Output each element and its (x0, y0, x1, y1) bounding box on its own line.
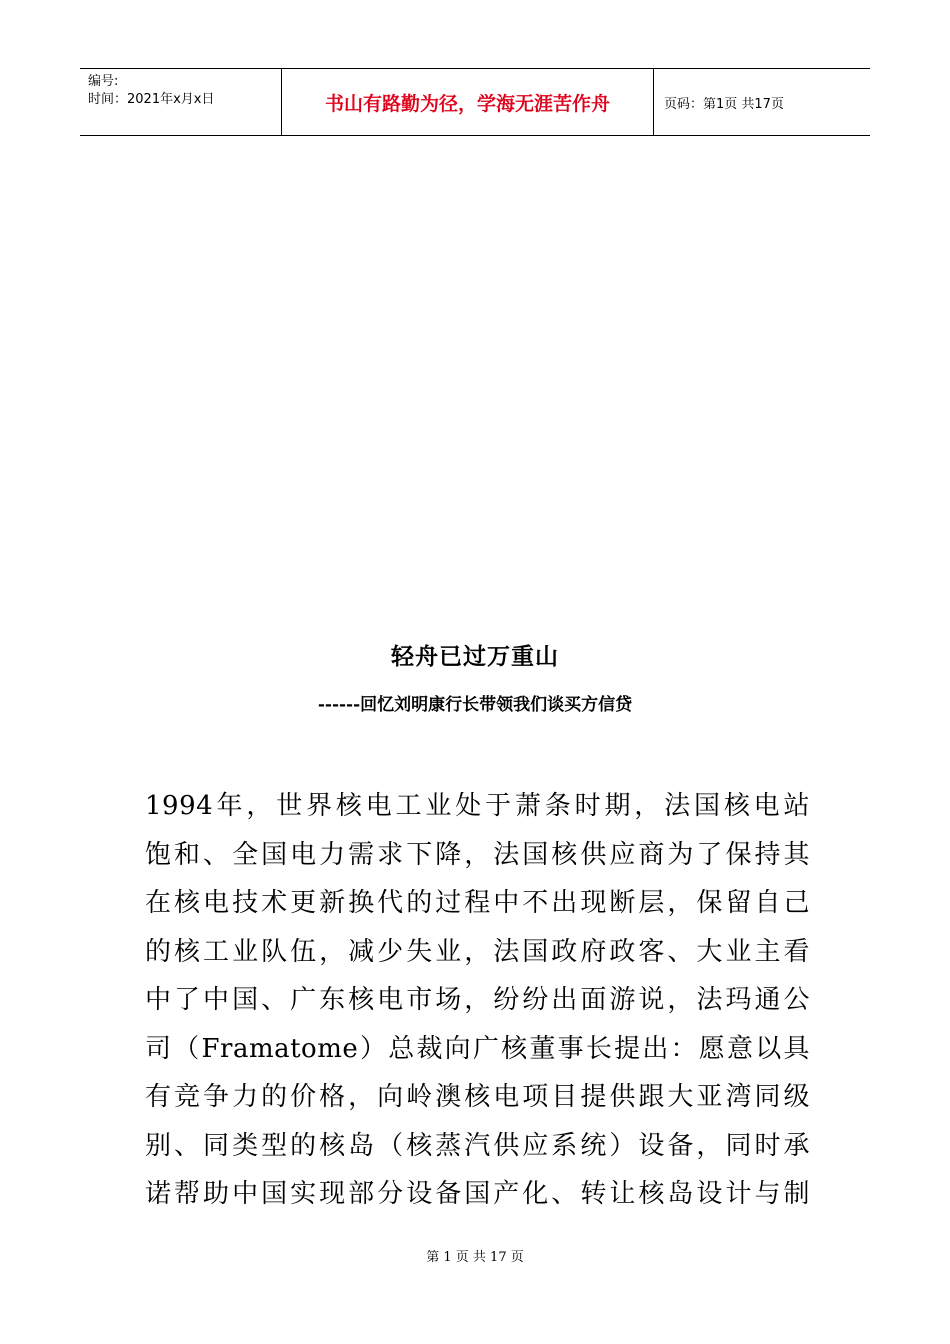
header-meta-cell (80, 69, 281, 135)
body-line: 有竞争力的价格，向岭澳核电项目提供跟大亚湾同级 (145, 1082, 810, 1112)
header-page-info: 页码：第1页 共17页 (664, 96, 784, 112)
body-line: 司（Framatome）总裁向广核董事长提出：愿意以具 (145, 1033, 810, 1064)
body-line: 1994年，世界核电工业处于萧条时期，法国核电站 (145, 791, 810, 821)
header-page-cell (654, 69, 870, 135)
body-line: 在核电技术更新换代的过程中不出现断层，保留自己 (145, 888, 810, 918)
document-title: 轻舟已过万重山 (391, 643, 559, 670)
body-paragraph (145, 782, 810, 1219)
document-subtitle: ------回忆刘明康行长带领我们谈买方信贷 (317, 695, 633, 715)
body-line: 中了中国、广东核电市场，纷纷出面游说，法玛通公 (145, 985, 810, 1015)
body-line: 诺帮助中国实现部分设备国产化、转让核岛设计与制 (145, 1179, 810, 1209)
header-table (80, 68, 870, 136)
page-footer: 第 1 页 共 17 页 (426, 1250, 524, 1265)
body-line: 的核工业队伍，减少失业，法国政府政客、大业主看 (145, 936, 810, 967)
document-time-label: 时间：2021年x月x日 (88, 92, 215, 107)
document-number-label: 编号: (88, 74, 119, 89)
body-line: 别、同类型的核岛（核蒸汽供应系统）设备，同时承 (145, 1130, 810, 1161)
header-motto-cell (281, 69, 654, 135)
header-motto: 书山有路勤为径，学海无涯苦作舟 (324, 92, 610, 115)
body-line: 饱和、全国电力需求下降，法国核供应商为了保持其 (145, 839, 810, 870)
